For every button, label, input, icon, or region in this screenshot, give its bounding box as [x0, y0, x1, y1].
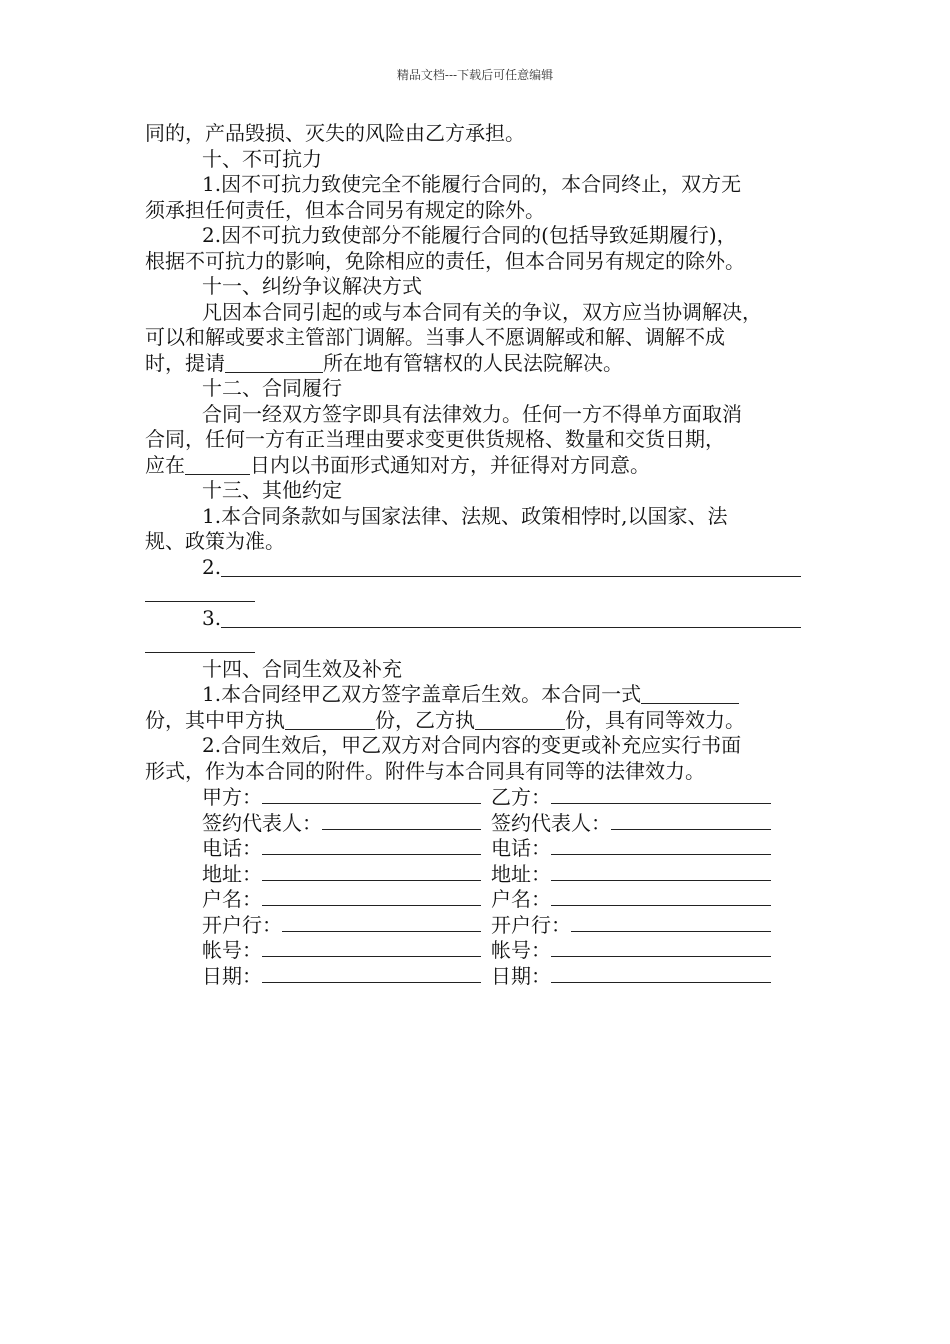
text-fragment: 应在 [145, 452, 185, 477]
section-heading-force-majeure: 十、不可抗力 [202, 146, 322, 171]
field-label: 日期： [491, 963, 551, 988]
field-label: 户名： [202, 887, 262, 911]
item-number: 3. [202, 605, 222, 630]
field-label: 甲方： [202, 785, 262, 809]
field-label: 签约代表人： [491, 810, 611, 835]
signature-row [145, 861, 810, 887]
field-label: 电话： [491, 836, 551, 860]
signature-row [145, 912, 810, 938]
paragraph-line [145, 555, 810, 581]
copies-total-blank [641, 684, 739, 704]
text-fragment: 时，提请 [145, 350, 225, 375]
other-terms-blank [221, 608, 801, 628]
signature-row [145, 937, 810, 963]
text-fragment: 份，乙方执 [375, 707, 475, 732]
party-b-phone-field[interactable] [551, 835, 771, 855]
signature-row [145, 835, 810, 861]
field-label: 帐号： [491, 938, 551, 962]
section-heading-effect: 十四、合同生效及补充 [202, 656, 402, 681]
paragraph-line: 1.因不可抗力致使完全不能履行合同的，本合同终止，双方无 [202, 172, 742, 196]
text-fragment: 日内以书面形式通知对方，并征得对方同意。 [250, 452, 650, 477]
party-b-copies-blank [475, 710, 565, 730]
paragraph-line: 合同一经双方签字即具有法律效力。任何一方不得单方面取消 [202, 401, 742, 426]
party-b-representative-field[interactable] [611, 810, 771, 830]
days-blank [185, 455, 250, 475]
field-label: 电话： [202, 836, 262, 860]
party-a-account-number-field[interactable] [262, 937, 481, 957]
field-label: 乙方： [491, 785, 551, 809]
field-label: 帐号： [202, 938, 262, 962]
party-a-representative-field[interactable] [322, 810, 481, 830]
party-a-account-name-field[interactable] [262, 886, 481, 906]
paragraph-line: 凡因本合同引起的或与本合同有关的争议，双方应当协调解决， [202, 299, 762, 324]
paragraph-line: 规、政策为准。 [145, 529, 285, 553]
text-fragment: 份，具有同等效力。 [565, 707, 745, 732]
party-a-name-field[interactable] [262, 784, 481, 804]
paragraph-line: 可以和解或要求主管部门调解。当事人不愿调解或和解、调解不成 [145, 325, 725, 349]
section-heading-dispute: 十一、纠纷争议解决方式 [202, 274, 422, 298]
paragraph-line: 根据不可抗力的影响，免除相应的责任，但本合同另有规定的除外。 [145, 248, 745, 273]
party-a-phone-field[interactable] [262, 835, 481, 855]
paragraph-line: 须承担任何责任，但本合同另有规定的除外。 [145, 197, 545, 222]
paragraph-line: 2.合同生效后，甲乙双方对合同内容的变更或补充应实行书面 [202, 733, 742, 757]
other-terms-blank [221, 557, 801, 577]
party-b-bank-field[interactable] [571, 912, 771, 932]
text-fragment: 份，其中甲方执 [145, 707, 285, 732]
party-b-account-number-field[interactable] [551, 937, 771, 957]
page-header: 精品文档---下载后可任意编辑 [396, 68, 554, 82]
section-heading-performance: 十二、合同履行 [202, 376, 342, 400]
paragraph-line [145, 351, 810, 377]
signature-block [145, 784, 810, 988]
party-b-account-name-field[interactable] [551, 886, 771, 906]
party-b-name-field[interactable] [551, 784, 771, 804]
paragraph-line [145, 682, 810, 708]
field-label: 户名： [491, 887, 551, 911]
party-b-date-field[interactable] [551, 963, 771, 983]
contract-body [145, 121, 810, 988]
paragraph-line: 合同，任何一方有正当理由要求变更供货规格、数量和交货日期， [145, 427, 725, 451]
party-a-bank-field[interactable] [282, 912, 481, 932]
text-fragment: 1.本合同经甲乙双方签字盖章后生效。本合同一式 [202, 682, 642, 706]
section-heading-other: 十三、其他约定 [202, 478, 342, 502]
paragraph-line: 同的，产品毁损、灭失的风险由乙方承担。 [145, 121, 525, 145]
text-fragment: 所在地有管辖权的人民法院解决。 [323, 350, 623, 375]
paragraph-line: 形式，作为本合同的附件。附件与本合同具有同等的法律效力。 [145, 758, 705, 783]
court-location-blank [225, 353, 323, 373]
field-label: 开户行： [202, 912, 282, 937]
signature-row [145, 784, 810, 810]
field-label: 开户行： [491, 912, 571, 937]
party-a-address-field[interactable] [262, 861, 481, 881]
party-a-copies-blank [285, 710, 375, 730]
other-terms-blank-continued [145, 582, 255, 602]
item-number: 2. [202, 554, 222, 579]
paragraph-line [145, 708, 810, 734]
party-b-address-field[interactable] [551, 861, 771, 881]
paragraph-line [145, 631, 810, 657]
other-terms-blank-continued [145, 633, 255, 653]
paragraph-line: 2.因不可抗力致使部分不能履行合同的(包括导致延期履行)， [202, 223, 737, 247]
party-a-date-field[interactable] [262, 963, 481, 983]
signature-row [145, 886, 810, 912]
field-label: 地址： [491, 861, 551, 886]
field-label: 签约代表人： [202, 810, 322, 835]
signature-row [145, 810, 810, 836]
paragraph-line [145, 606, 810, 632]
paragraph-line [145, 453, 810, 479]
field-label: 地址： [202, 861, 262, 886]
paragraph-line [145, 580, 810, 606]
paragraph-line: 1.本合同条款如与国家法律、法规、政策相悖时,以国家、法 [202, 503, 728, 528]
field-label: 日期： [202, 963, 262, 988]
signature-row [145, 963, 810, 989]
